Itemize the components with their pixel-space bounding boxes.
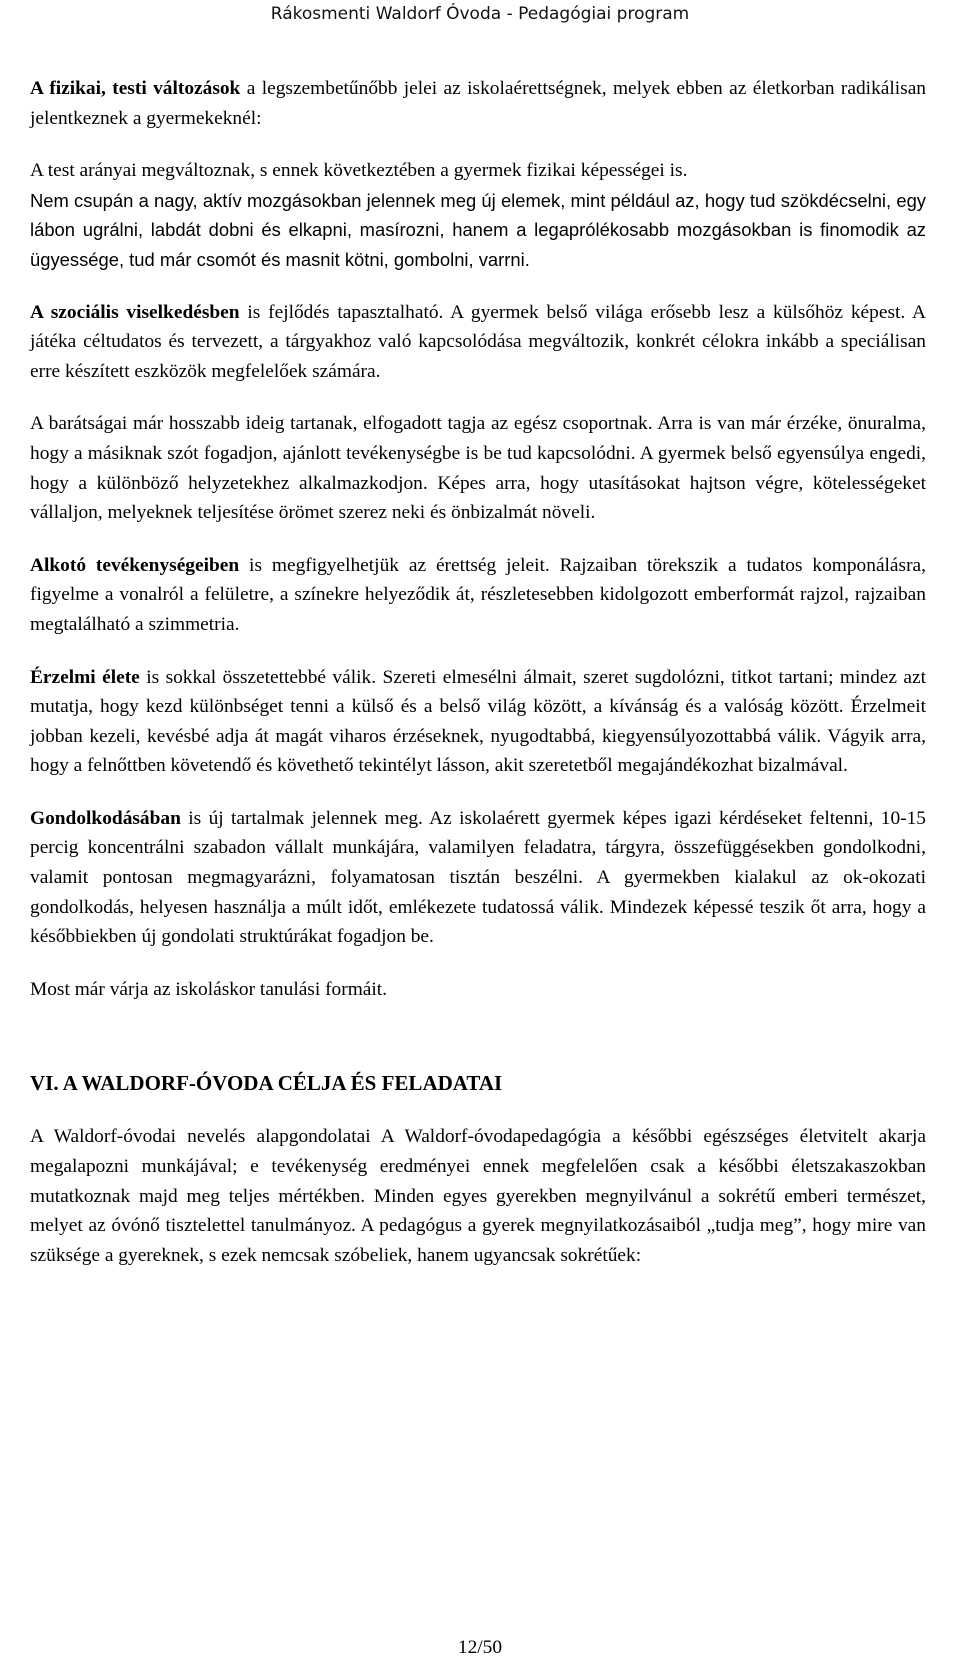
page-header: Rákosmenti Waldorf Óvoda - Pedagógiai program: [270, 4, 690, 24]
bold-term: Érzelmi élete: [30, 666, 140, 688]
bold-term: Gondolkodásában: [30, 807, 181, 829]
paragraph-creative-activities: [30, 551, 926, 640]
bold-term: Alkotó tevékenységeiben: [30, 554, 240, 576]
bold-term: A fizikai, testi változások: [30, 78, 241, 99]
paragraph-school-forms: Most már várja az iskoláskor tanulási formáit.: [30, 978, 388, 1000]
paragraph-emotional-life: [30, 663, 926, 781]
paragraph-thinking: [30, 804, 926, 952]
page-number: 12/50: [457, 1637, 503, 1658]
paragraph-text: is új tartalmak jelennek meg. Az iskolaérett gyermek képes igazi kérdéseket feltenni, 10-15 percig koncentrálni szabadon vállalt munkájára, valamilyen feladatra, tárgyra, összefüggésekben gondolkodni, valamit pontosan megmagyarázni, folyamatosan tisztán beszélni. A gyermekben kialakul az ok-okozati gondolkodás, helyesen használja a múlt időt, emlékezete tudatossá válik. Mindezek képessé teszik őt arra, hogy a későbbiekben új gondolati struktúrákat fogadjon be.: [30, 807, 926, 948]
paragraph-text: a legszembetűnőbb jelei az iskolaérettségnek, melyek ebben az életkorban radikálisan jelentkeznek a gyermekeknél:: [30, 78, 926, 129]
paragraph-waldorf-goals: A Waldorf-óvodai nevelés alapgondolatai A Waldorf-óvodapedagógia a későbbi egészséges életvitelt akarja megalapozni munkájával; e tevékenység eredményei ennek megfelelően csak a későbbi életszakaszokban mutatkoznak majd meg teljes mértékben. Minden egyes gyerekben megnyilvánul a sokrétű emberi természet, melyet az óvónő tisztelettel tanulmányoz. A pedagógus a gyerek megnyilatkozásaiból „tudja meg”, hogy mire van szüksége a gyereknek, s ezek nemcsak szóbeliek, hanem ugyancsak sokrétűek:: [30, 1126, 926, 1266]
paragraph-text: is fejlődés tapasztalható. A gyermek belső világa erősebb lesz a külsőhöz képest. A játéka céltudatos és tervezett, a tárgyakhoz való kapcsolódása megváltozik, konkrét célokra inkább a speciálisan erre készített eszközök megfelelőek számára.: [30, 301, 926, 382]
section-heading: VI. A WALDORF-ÓVODA CÉLJA ÉS FELADATAI: [30, 1071, 503, 1096]
bold-term: A szociális viselkedésben: [30, 301, 240, 323]
paragraph-social-behaviour: [30, 298, 926, 387]
paragraph-movements: Nem csupán a nagy, aktív mozgásokban jelennek meg új elemek, mint például az, hogy tud szökdécselni, egy lábon ugrálni, labdát dobni és elkapni, masírozni, hanem a legaprólékosabb mozgásokban is finomodik az ügyessége, tud már csomót és masnit kötni, gombolni, varrni.: [30, 189, 926, 270]
paragraph-text: is megfigyelhetjük az érettség jeleit. Rajzaiban törekszik a tudatos komponálásra, figyelme a vonalról a felületre, a színekre helyeződik át, részletesebben kidolgozott emberformát rajzol, rajzaiban megtalálható a szimmetria.: [30, 554, 926, 635]
paragraph-body-proportions: A test arányai megváltoznak, s ennek következtében a gyermek fizikai képességei is.: [30, 160, 688, 182]
paragraph-text: is sokkal összetettebbé válik. Szereti elmesélni álmait, szeret sugdolózni, titkot tartani; mindez azt mutatja, hogy kezd különbséget tenni a külső és a belső világ között, a kívánság és a valóság között. Érzelmeit jobban kezeli, kevésbé adja át magát viharos érzéseknek, nyugodtabbá, kiegyensúlyozottabbá válik. Vágyik arra, hogy a felnőttben követendő és követhető tekintélyt lásson, akit szeretetből megajándékozhat bizalmával.: [30, 666, 926, 777]
paragraph-physical-changes: [30, 74, 926, 133]
paragraph-friendships: A barátságai már hosszabb ideig tartanak, elfogadott tagja az egész csoportnak. Arra is van már érzéke, önuralma, hogy a másiknak szót fogadjon, ajánlott tevékenységbe is be tud kapcsolódni. A gyermek belső egyensúlya engedi, hogy a különböző helyzetekhez alkalmazkodjon. Képes arra, hogy utasításokat hajtson végre, kötelességeket vállaljon, melyeknek teljesítése örömet szerez neki és önbizalmát növeli.: [30, 413, 926, 524]
document-body: [30, 74, 926, 1293]
